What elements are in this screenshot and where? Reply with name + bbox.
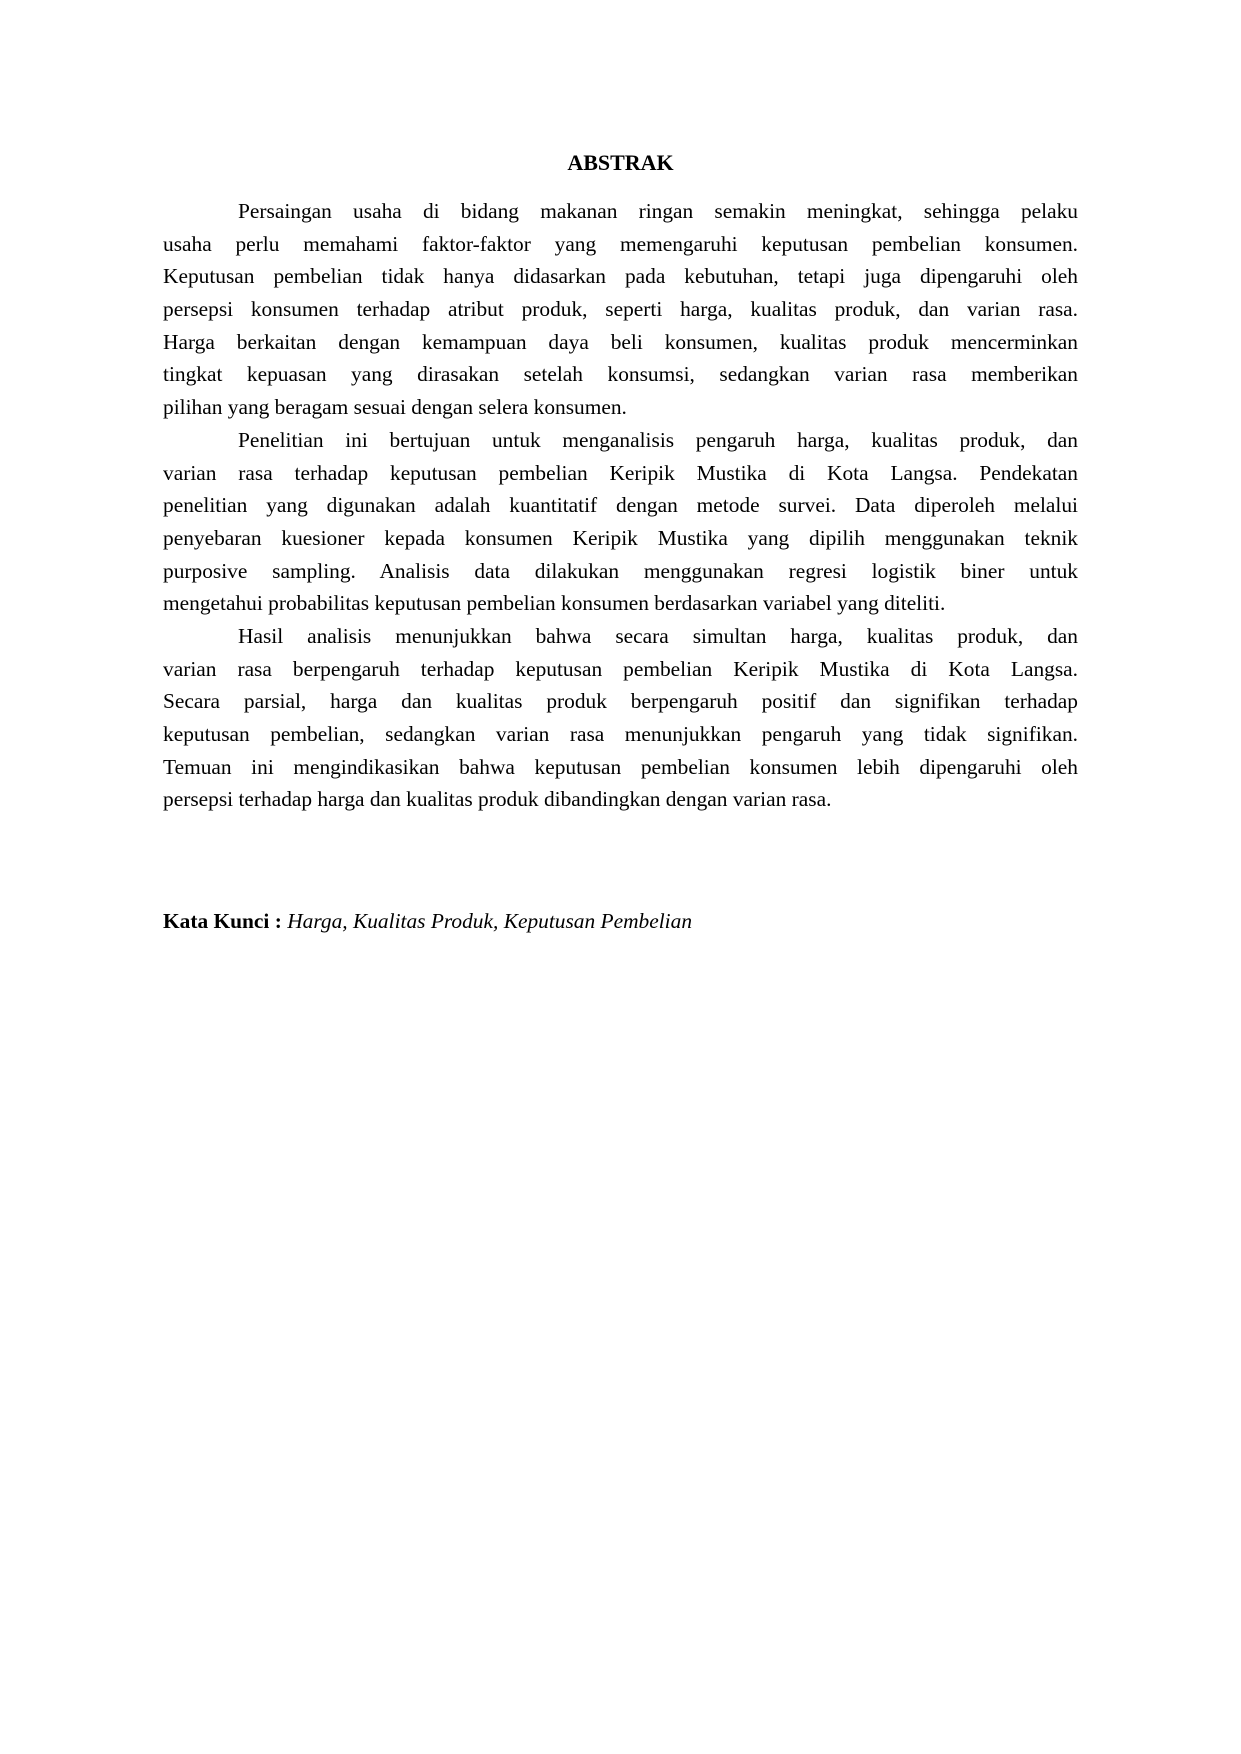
abstract-body [163, 195, 1078, 816]
text-line: keputusan pembelian, sedangkan varian rasa menunjukkan pengaruh yang tidak signifikan. [163, 722, 1078, 746]
text-line: Penelitian ini bertujuan untuk menganalisis pengaruh harga, kualitas produk, dan [238, 427, 1078, 452]
text-line: mengetahui probabilitas keputusan pembelian konsumen berdasarkan variabel yang diteliti. [163, 591, 946, 616]
text-line: penelitian yang digunakan adalah kuantitatif dengan metode survei. Data diperoleh melalui [163, 493, 1078, 518]
text-line: varian rasa terhadap keputusan pembelian Keripik Mustika di Kota Langsa. Pendekatan [163, 460, 1078, 485]
keywords-label: Kata Kunci : [163, 909, 282, 933]
abstract-title: ABSTRAK [567, 150, 674, 175]
text-line: usaha perlu memahami faktor-faktor yang memengaruhi keputusan pembelian konsumen. [163, 231, 1078, 256]
paragraph-2 [163, 424, 1078, 620]
text-line: tingkat kepuasan yang dirasakan setelah konsumsi, sedangkan varian rasa memberikan [163, 362, 1078, 387]
text-line: penyebaran kuesioner kepada konsumen Keripik Mustika yang dipilih menggunakan teknik [163, 525, 1078, 550]
text-line: varian rasa berpengaruh terhadap keputusan pembelian Keripik Mustika di Kota Langsa. [163, 656, 1078, 681]
text-line: Temuan ini mengindikasikan bahwa keputusan pembelian konsumen lebih dipengaruhi oleh [163, 754, 1078, 779]
paragraph-1 [163, 195, 1078, 424]
text-line: Harga berkaitan dengan kemampuan daya beli konsumen, kualitas produk mencerminkan [163, 329, 1078, 354]
text-line: Hasil analisis menunjukkan bahwa secara simultan harga, kualitas produk, dan [238, 623, 1078, 648]
text-line: Secara parsial, harga dan kualitas produk berpengaruh positif dan signifikan terhadap [163, 689, 1078, 714]
text-line: Persaingan usaha di bidang makanan ringan semakin meningkat, sehingga pelaku [238, 199, 1078, 223]
text-line: persepsi terhadap harga dan kualitas produk dibandingkan dengan varian rasa. [163, 787, 832, 812]
text-line: pilihan yang beragam sesuai dengan selera konsumen. [163, 395, 627, 420]
paragraph-3 [163, 620, 1078, 816]
text-line: purposive sampling. Analisis data dilakukan menggunakan regresi logistik biner untuk [163, 558, 1078, 583]
text-line: Keputusan pembelian tidak hanya didasarkan pada kebutuhan, tetapi juga dipengaruhi oleh [163, 264, 1078, 289]
text-line: persepsi konsumen terhadap atribut produk, seperti harga, kualitas produk, dan varian rasa. [163, 297, 1078, 322]
keywords-values: Harga, Kualitas Produk, Keputusan Pembelian [287, 909, 693, 933]
keywords [163, 906, 692, 936]
